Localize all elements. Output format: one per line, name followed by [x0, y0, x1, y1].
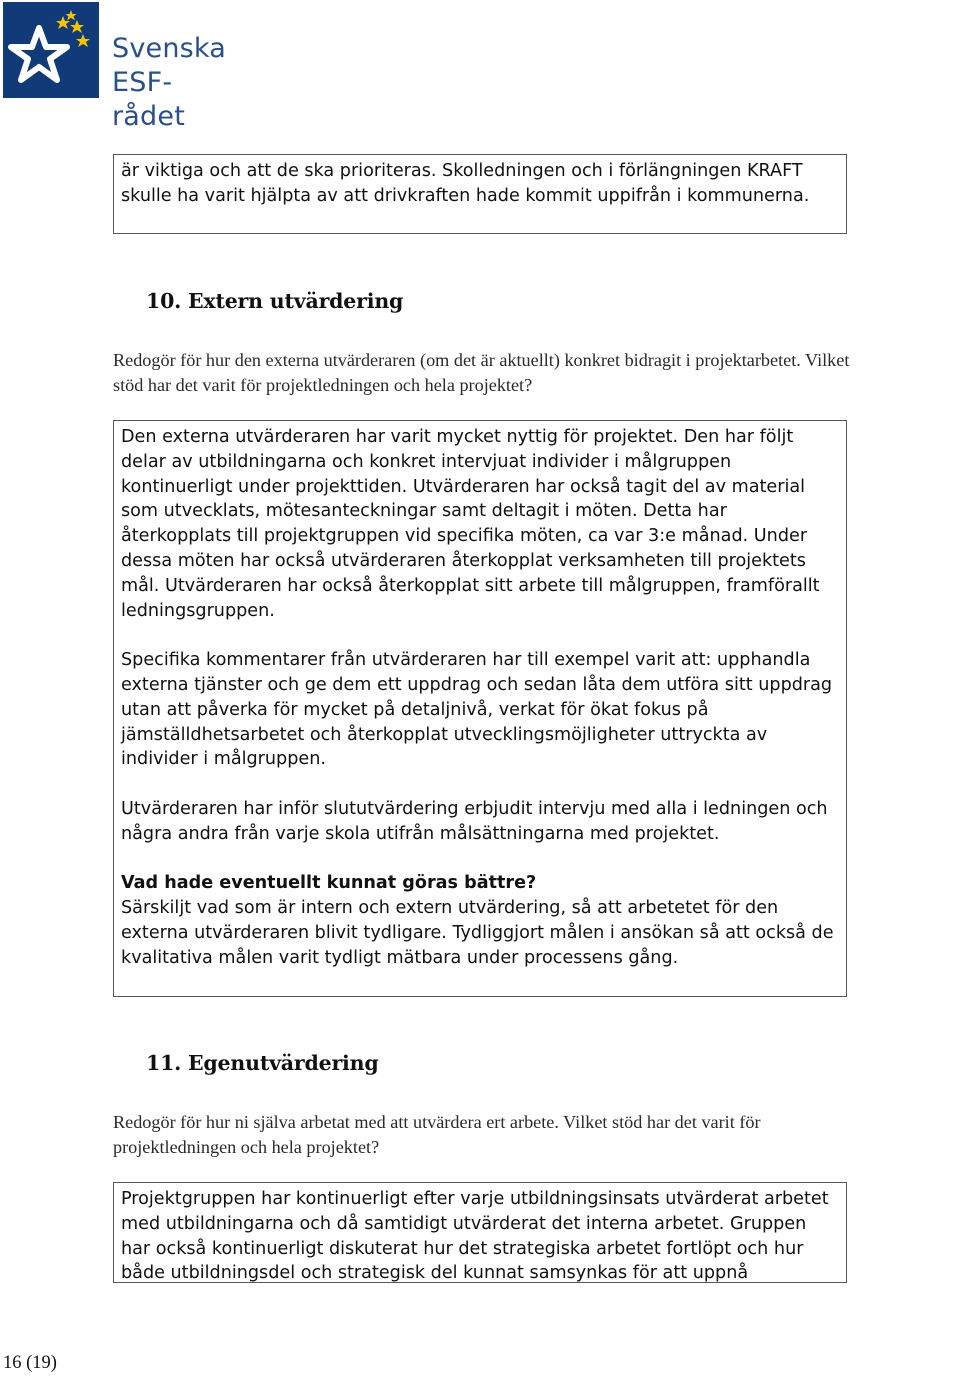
logo-line-1: Svenska — [112, 33, 227, 64]
page-number: 16 (19) — [3, 1353, 57, 1373]
answer-paragraph-4: Särskiljt vad som är intern och extern utvärdering, så att arbetetet för den externa utvärderaren blivit tydligare. Tydliggjort målen i ansökan så att också de kvalitativa målen varit tydligt mätbara under processens gång. — [121, 898, 834, 968]
logo-line-2: ESF-rådet — [112, 67, 185, 132]
section-11-answer-box — [113, 1182, 847, 1283]
logo-emblem — [3, 2, 99, 98]
answer-paragraph-1: Den externa utvärderaren har varit mycket nyttig för projektet. Den har följt delar av utbildningarna och konkret intervjuat individer i målgruppen kontinuerligt under projekttiden. Utvärderaren har också tagit del av material som utvecklats, mötesanteckningar samt deltagit i möten. Detta har återkopplats till projektgruppen vid specifika möten, ca var 3:e månad. Under dessa möten har också utvärderaren återkopplat verksamheten till projektets mål. Utvärderaren har också återkopplat sitt arbete till målgruppen, framförallt ledningsgruppen. — [121, 427, 820, 621]
section-11-question: Redogör för hur ni själva arbetat med att utvärdera ert arbete. Vilket stöd har det varit för projektledningen och hela projektet? — [113, 1112, 761, 1157]
section-10-answer-box — [113, 420, 847, 997]
section-11-heading: 11. Egenutvärdering — [146, 1051, 379, 1075]
answer-paragraph-2: Specifika kommentarer från utvärderaren har till exempel varit att: upphandla externa tjänster och ge dem ett uppdrag och sedan låta dem utföra sitt uppdrag utan att påverka för mycket på detaljnivå, verkat för ökat fokus på jämställdhetsarbetet och återkopplat utvecklingsmöjligheter uttryckta av individer i målgruppen. — [121, 650, 833, 770]
answer-text: är viktiga och att de ska prioriteras. Skolledningen och i förlängningen KRAFT skulle ha varit hjälpta av att drivkraften hade kommit uppifrån i kommunerna. — [121, 161, 810, 206]
star-icon — [3, 2, 99, 98]
answer-subheading-text: Vad hade eventuellt kunnat göras bättre? — [121, 873, 537, 894]
section-10-heading: 10. Extern utvärdering — [146, 289, 404, 313]
answer-paragraph-3: Utvärderaren har inför slututvärdering erbjudit intervju med alla i ledningen och några andra från varje skola utifrån målsättningarna med projektet. — [121, 798, 828, 844]
answer-subheading — [121, 871, 839, 896]
esf-logo — [3, 2, 243, 132]
section-10-question: Redogör för hur den externa utvärderaren (om det är aktuellt) konkret bidragit i projektarbetet. Vilket stöd har det varit för projektledningen och hela projektet? — [113, 350, 850, 395]
section-11-answer-text: Projektgruppen har kontinuerligt efter varje utbildningsinsats utvärderat arbetet med utbildningarna och då samtidigt utvärderat det interna arbetet. Gruppen har också kontinuerligt diskuterat hur det strategiska arbetet fortlöpt och hur både utbildningsdel och strategisk del kunnat samsynkas för att uppnå — [121, 1189, 829, 1284]
logo-wordmark — [112, 32, 243, 134]
answer-box-continued — [113, 154, 847, 234]
